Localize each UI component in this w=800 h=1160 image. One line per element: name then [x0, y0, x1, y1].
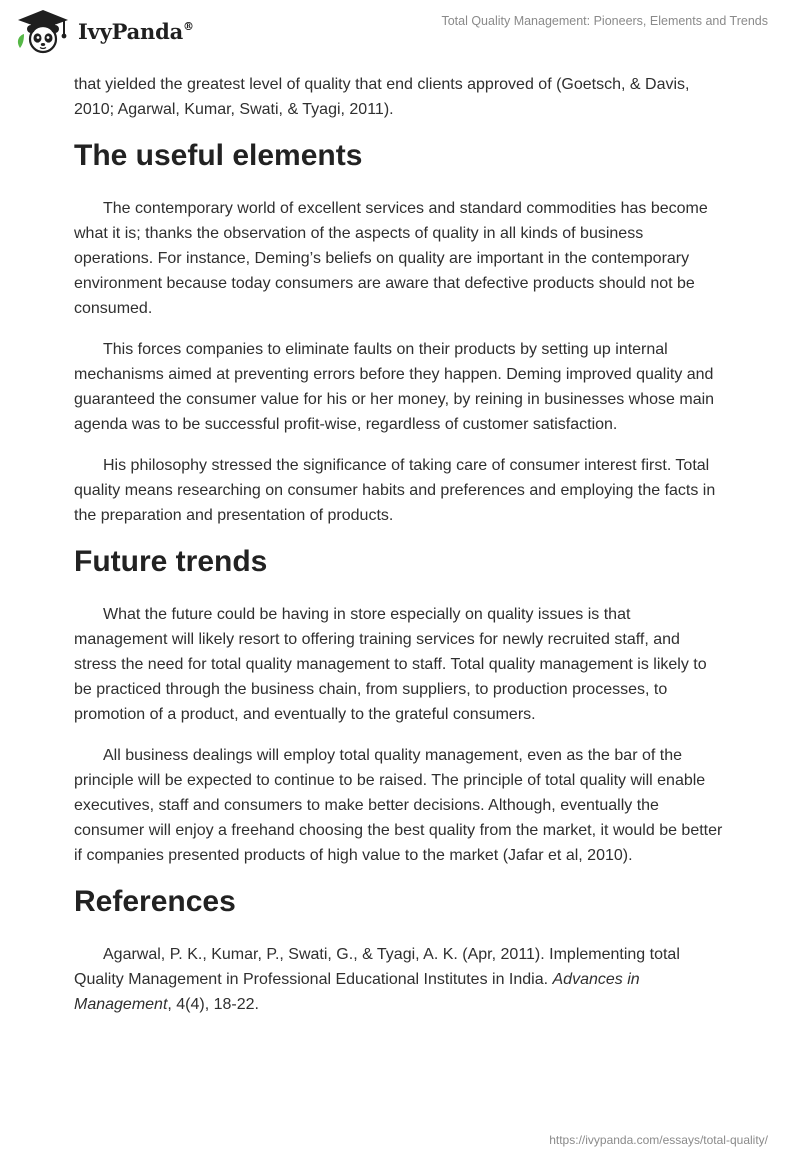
reference-entry	[74, 942, 726, 1017]
reference-details: , 4(4), 18-22.	[167, 996, 259, 1013]
panda-mascot-icon	[14, 8, 72, 54]
section-heading-useful-elements: The useful elements	[74, 139, 363, 172]
document-title: Total Quality Management: Pioneers, Elements and Trends	[441, 14, 768, 28]
ivypanda-logo[interactable]	[14, 8, 194, 54]
paragraph: All business dealings will employ total quality management, even as the bar of the principle will be expected to continue to be raised. The principle of total quality will enable executives, staff and consumers to make better decisions. Although, eventually the consumer will enjoy a freehand choosing the best quality from the market, it would be better if companies presented products of high value to the market (Jafar et al, 2010).	[74, 747, 723, 864]
section-heading-references: References	[74, 885, 236, 918]
paragraph: This forces companies to eliminate faults on their products by setting up internal mechanisms aimed at preventing errors before they happen. Deming improved quality and guaranteed the consumer value for his or her money, by reining in businesses whose main agenda was to be successful profit-wise, regardless of customer satisfaction.	[74, 341, 715, 433]
essay-content	[74, 72, 726, 1033]
source-url[interactable]: https://ivypanda.com/essays/total-quality/	[549, 1133, 768, 1147]
paragraph: What the future could be having in store especially on quality issues is that management will likely resort to offering training services for newly recruited staff, and stress the need for total quality management to staff. Total quality management is likely to be practiced through the business chain, from suppliers, to production processes, to promotion of a product, and eventually to the grateful consumers.	[74, 606, 707, 723]
paragraph: His philosophy stressed the significance of taking care of consumer interest first. Total quality means researching on consumer habits and preferences and employing the facts in the preparation and presentation of products.	[74, 457, 716, 524]
reference-text: Agarwal, P. K., Kumar, P., Swati, G., & Tyagi, A. K. (Apr, 2011). Implementing total Quality Management in Professional Educational Institutes in India.	[74, 946, 680, 988]
brand-name: IvyPanda®	[78, 18, 194, 44]
section-heading-future-trends: Future trends	[74, 545, 268, 578]
reference-journal: Advances in Management	[74, 971, 640, 1013]
page-header	[0, 0, 800, 70]
intro-paragraph: that yielded the greatest level of quality that end clients approved of (Goetsch, & Davis, 2010; Agarwal, Kumar, Swati, & Tyagi, 2011).	[74, 76, 690, 118]
paragraph: The contemporary world of excellent services and standard commodities has become what it is; thanks the observation of the aspects of quality in all kinds of business operations. For instance, Deming’s beliefs on quality are important in the contemporary environment because today consumers are aware that defective products should not be consumed.	[74, 200, 708, 317]
